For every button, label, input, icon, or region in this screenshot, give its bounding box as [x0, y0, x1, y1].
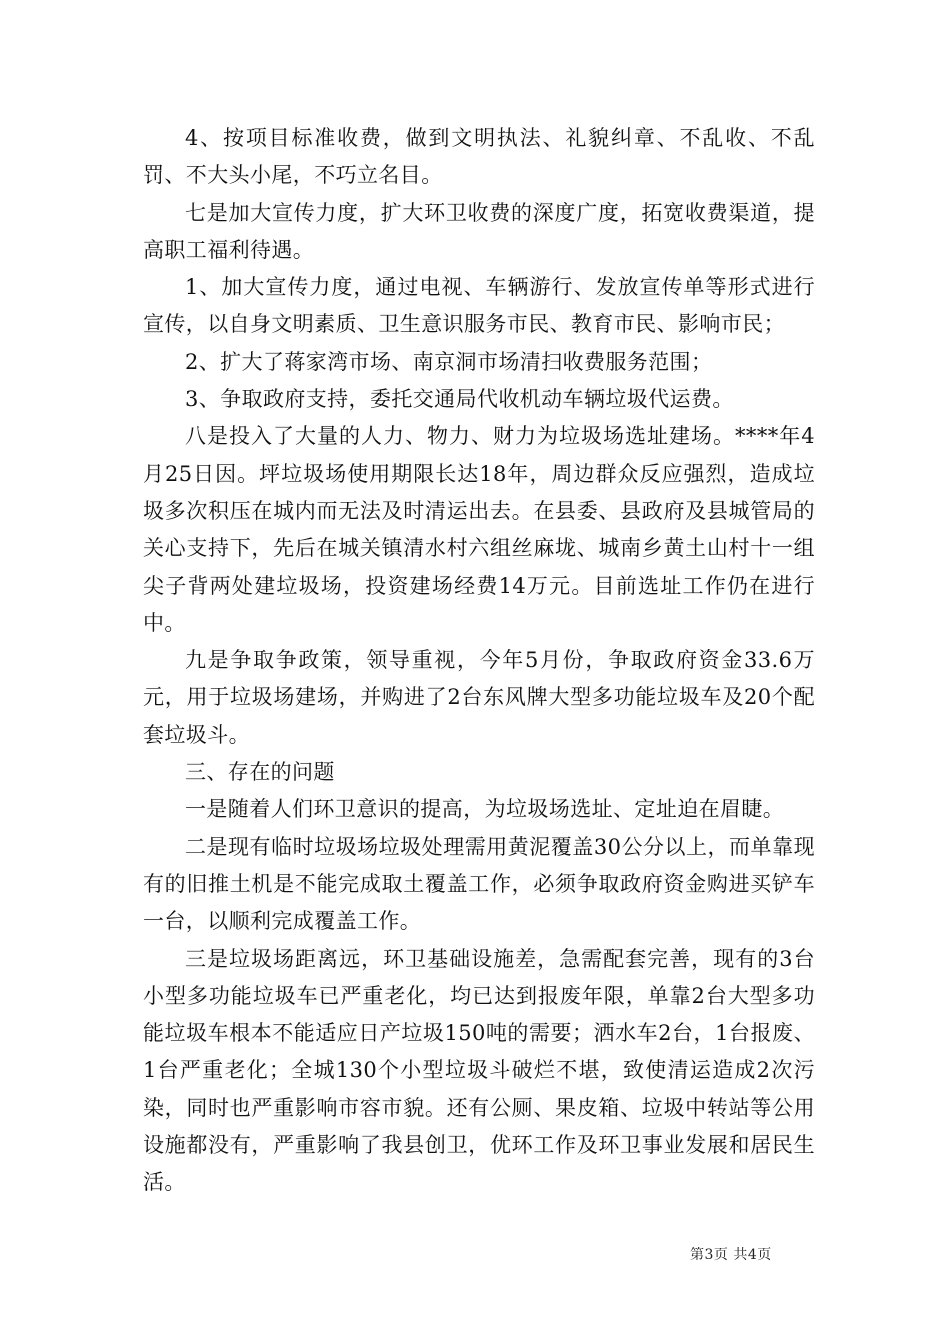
paragraph-problem-one: 一是随着人们环卫意识的提高，为垃圾场选址、定址迫在眉睫。 — [185, 797, 785, 822]
paragraph-ninth-point: 九是争取争政策，领导重视，今年5月份，争取政府资金33.6万元，用于垃圾场建场，并购进了2台东风牌大型多功能垃圾车及20个配套垃圾斗。 — [143, 648, 815, 747]
paragraph-eighth-point: 八是投入了大量的人力、物力、财力为垃圾场选址建场。****年4月25日因。坪垃圾场使用期限长达18年，周边群众反应强烈，造成垃圾多次积压在城内而无法及时清运出去。在县委、县政府及县城管局的关心支持下，先后在城关镇清水村六组丝麻垅、城南乡黄土山村十一组尖子背两处建垃圾场，投资建场经费14万元。目前选址工作仍在进行中。 — [143, 424, 815, 635]
paragraph-market-scope: 2、扩大了蒋家湾市场、南京洞市场清扫收费服务范围； — [185, 349, 713, 374]
paragraph-seventh-point: 七是加大宣传力度，扩大环卫收费的深度广度，拓宽收费渠道，提高职工福利待遇。 — [143, 200, 815, 262]
paragraph-problem-two: 二是现有临时垃圾场垃圾处理需用黄泥覆盖30公分以上，而单靠现有的旧推土机是不能完成取土覆盖工作，必须争取政府资金购进买铲车一台，以顺利完成覆盖工作。 — [143, 834, 815, 934]
paragraph-government-support: 3、争取政府支持，委托交通局代收机动车辆垃圾代运费。 — [185, 387, 734, 412]
paragraph-publicity: 1、加大宣传力度，通过电视、车辆游行、发放宣传单等形式进行宣传，以自身文明素质、卫生意识服务市民、教育市民、影响市民； — [143, 275, 815, 337]
page-number-footer: 第3页 共4页 — [690, 1247, 772, 1263]
section-heading-problems: 三、存在的问题 — [185, 760, 335, 785]
paragraph-problem-three: 三是垃圾场距离远，环卫基础设施差，急需配套完善，现有的3台小型多功能垃圾车已严重老化，均已达到报废年限，单靠2台大型多功能垃圾车根本不能适应日产垃圾150吨的需要；洒水车2台，1台报废、1台严重老化；全城130个小型垃圾斗破烂不堪，致使清运造成2次污染，同时也严重影响市容市貌。还有公厕、果皮箱、垃圾中转站等公用设施都没有，严重影响了我县创卫，优环工作及环卫事业发展和居民生活。 — [143, 946, 815, 1195]
paragraph-fee-standard: 4、按项目标准收费，做到文明执法、礼貌纠章、不乱收、不乱罚、不大头小尾，不巧立名目。 — [143, 126, 815, 188]
document-body — [143, 120, 815, 1202]
